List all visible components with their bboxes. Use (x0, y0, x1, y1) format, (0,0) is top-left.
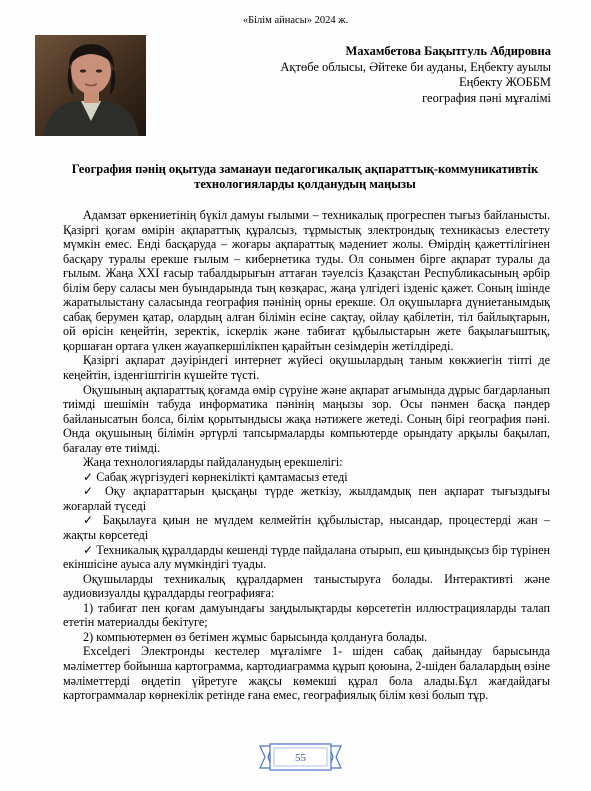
page-number-ribbon (258, 740, 343, 774)
checklist-item (63, 470, 550, 485)
paragraph: Қазіргі ақпарат дәуіріндегі интернет жүйесі оқушылардың таным көкжиегін тіпті де кеңейтін, ізденгіштігін күшейте түсті. (63, 353, 550, 383)
paragraph: Оқушыларды техникалық құралдармен таныстыруға болады. Интерактивті және аудиовизуалды құралдарды географияға: (63, 571, 550, 601)
author-name: Махамбетова Бақытгуль Абдировна (345, 44, 551, 58)
paragraph: 1) табиғат пен қоғам дамуындағы заңдылықтарды көрсететін иллюстрацияларды талап ететін материалды бекітуге; (63, 600, 550, 630)
checklist-text: Бақылауға қиын не мүлдем келмейтін құбылыстар, нысандар, процестерді жан – жақты көрсетеді (63, 513, 550, 543)
page-number: 55 (295, 752, 306, 764)
checklist-item (63, 484, 550, 513)
paragraph: Жаңа технологияларды пайдаланудың ерекшелігі: (83, 455, 343, 470)
checklist-item (63, 513, 550, 542)
author-block (221, 44, 551, 106)
author-position: география пәні мұғалімі (422, 90, 551, 105)
article-title: География пәнің оқытуда заманауи педагогикалық ақпараттық-коммуникативтік технологияларды қолданудың маңызы (71, 162, 539, 191)
paragraph: 2) компьютермен өз бетімен жұмыс барысында қолдануға болады. (83, 629, 428, 644)
checklist-text: Техникалық құралдарды кешенді түрде пайдалана отырып, еш қиындықсыз бір түрінен екіншісіне ауыса алу мүмкіндігі туады. (63, 542, 550, 572)
checklist-item (63, 543, 550, 572)
author-photo (35, 35, 146, 136)
checklist-text: Сабақ жүргізудегі көрнекілікті қамтамасыз етеді (96, 469, 348, 484)
check-icon: ✓ (83, 484, 98, 499)
check-icon: ✓ (83, 513, 97, 528)
check-icon: ✓ (83, 542, 94, 557)
article-body (63, 208, 550, 703)
check-icon: ✓ (83, 469, 94, 484)
paragraph: Адамзат өркениетінің бүкіл дамуы ғылыми – техникалық прогреспен тығыз байланысты. Қазіргі қоғам өмірін ақпараттық құралсыз, тұрмыстық электрондық техникасыз елестету мүмкін емес. Енді басқаруда – жоғары ақпараттық мәдениет жолы. Өмірдің қажеттілігінен басқару туралы ерекше ғылым – кибернетика туды. Ол сонымен бірге ақпарат туралы да ғылым. Жаңа ХХІ ғасыр табалдырығын аттаған тәуелсіз Қазақстан Республикасының әрбір білім беру саласы мен буындарында тың көзқарас, жаңа үлгідегі ізденіс қажет. Соның ішінде жаратылыстану саласында география пәнінің орны ерекше. Ол оқушыларға дүниетанымдық сабақ берумен қатар, олардың алған білімін есіне сақтау, ойлау қабілетін, тіл байлықтарын, ой өрісін кеңейтін, зеректік, іскерлік және табиғат құбылыстарын жете бақылағыштық, қоршаған ортаға үлкен жауапкершілікпен қарайтын сезімдерін жетілдіреді. (63, 208, 550, 353)
author-school: Еңбекту ЖОББМ (458, 75, 551, 89)
checklist-text: Оқу ақпараттарын қысқаңы түрде жеткізу, жылдамдық пен ақпарат тығыздығы жоғарлай түседі (63, 484, 550, 513)
paragraph: Оқушының ақпараттық қоғамда өмір сүруіне және ақпарат ағымында дұрыс бағдарланып тиімді шешімін табуда информатика пәнінің маңызы зор. Осы пәнмен басқа пәндер байланысатын болса, білім қорытындысы жақа нәтижеге жетеді. Соның бірі география пәні. Онда оқушының білімін әртүрлі тапсырмаларды компьютерде орындату арқылы бақылап, бағалау өте тиімді. (63, 382, 550, 455)
journal-header: «Білім айнасы» 2024 ж. (242, 15, 349, 26)
paragraph: Excelдегі Электронды кестелер мұғалімге 1- шіден сабақ дайындау барысында мәліметтер бойынша картограмма, картодиаграмма құрып қоюына, 2-шіден балалардың өзіне мәліметтерді өңдетіп үйретуге жақсы көмекші құрал бола алады.Бұл жағдайдағы картограммалар көрнекілік ретінде ғана емес, географиялық білім көзі болып тұр. (63, 644, 550, 703)
author-location: Ақтөбе облысы, Әйтеке би ауданы, Еңбекту ауылы (280, 59, 551, 74)
author-portrait-image (35, 35, 146, 136)
